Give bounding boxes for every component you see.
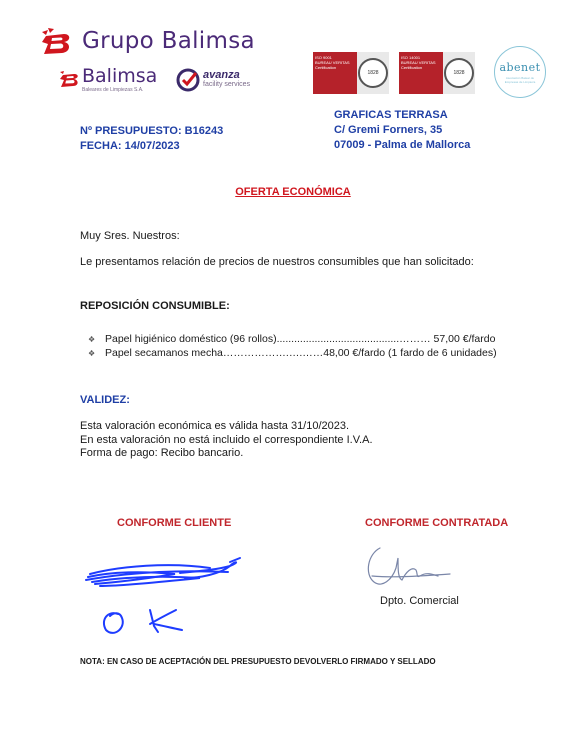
- validez-line: En esta valoración no está incluido el correspondiente I.V.A.: [80, 433, 373, 446]
- quote-date: FECHA: 14/07/2023: [80, 140, 180, 152]
- company-name: Balimsa: [82, 65, 158, 87]
- avanza-logo: [176, 68, 250, 92]
- document-title: OFERTA ECONÓMICA: [235, 186, 351, 198]
- validez-line: Forma de pago: Recibo bancario.: [80, 447, 244, 459]
- price-list: [88, 332, 497, 360]
- association-tagline: Asociación Balear de Empresas de Limpieza: [504, 75, 536, 84]
- diamond-bullet-icon: ❖: [88, 334, 96, 344]
- abenet-association-logo: [494, 46, 546, 98]
- recipient-street: C/ Gremi Forners, 35: [334, 124, 443, 136]
- group-name: Grupo Balimsa: [82, 28, 255, 54]
- cert2-label: Certification: [401, 65, 423, 70]
- cert2-iso: ISO 14001: [401, 55, 421, 60]
- list-item: [88, 346, 497, 360]
- recipient-city: 07009 - Palma de Mallorca: [334, 139, 471, 151]
- quote-info: [80, 124, 223, 154]
- validez-line: Esta valoración económica es válida hasta 31/10/2023.: [80, 420, 350, 432]
- iso-9001-certification-badge: [313, 52, 389, 94]
- recipient-address: [334, 108, 470, 153]
- avanza-check-icon: [176, 68, 200, 92]
- company-signer-role: Dpto. Comercial: [380, 595, 459, 607]
- balimsa-logo: [58, 66, 157, 93]
- cert1-iso: ISO 9001: [315, 55, 332, 60]
- company-signature-title: CONFORME CONTRATADA: [365, 517, 509, 529]
- validez-text: [80, 420, 373, 461]
- cert2-body: BUREAU VERITAS: [401, 60, 436, 65]
- partner-name: avanza: [203, 69, 240, 81]
- iso-14001-certification-badge: [399, 52, 475, 94]
- list-item: [88, 332, 497, 346]
- diamond-bullet-icon: ❖: [88, 348, 96, 358]
- grupo-balimsa-logo: [38, 26, 255, 56]
- validez-title: VALIDEZ:: [80, 394, 130, 406]
- bureau-veritas-seal-icon: 1828: [358, 58, 388, 88]
- client-signature-title: CONFORME CLIENTE: [117, 517, 232, 529]
- balimsa-b-logo-icon: [38, 26, 72, 56]
- cert1-label: Certification: [315, 65, 337, 70]
- item-text: Papel higiénico doméstico (96 rollos)..........................................……… 57,00 €/fardo: [105, 333, 496, 345]
- bureau-veritas-seal-icon: 1828: [444, 58, 474, 88]
- footer-note: NOTA: EN CASO DE ACEPTACIÓN DEL PRESUPUESTO DEVOLVERLO FIRMADO Y SELLADO: [80, 657, 436, 666]
- balimsa-small-b-icon: [58, 68, 80, 90]
- partner-tagline: facility services: [203, 81, 251, 88]
- recipient-name: GRAFICAS TERRASA: [334, 109, 448, 121]
- section-title: REPOSICIÓN CONSUMIBLE:: [80, 300, 230, 312]
- cert1-body: BUREAU VERITAS: [315, 60, 350, 65]
- company-tagline: Baleares de Limpiezas S.A.: [82, 87, 144, 93]
- client-signature-image: [80, 552, 250, 642]
- greeting: Muy Sres. Nuestros:: [80, 230, 180, 242]
- company-signature-image: [362, 546, 452, 591]
- association-name: abenet: [499, 60, 541, 74]
- quote-number: Nº PRESUPUESTO: B16243: [80, 125, 224, 137]
- item-text: Papel secamanos mecha……………….….……48,00 €/fardo (1 fardo de 6 unidades): [105, 347, 497, 359]
- intro-text: Le presentamos relación de precios de nuestros consumibles que han solicitado:: [80, 256, 474, 268]
